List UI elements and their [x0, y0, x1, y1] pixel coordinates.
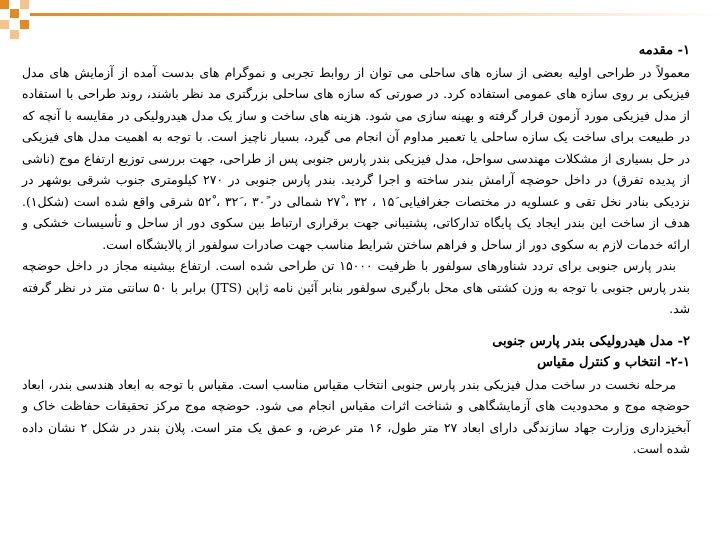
deco-rule — [30, 13, 720, 16]
intro-paragraph-1: معمولاً در طراحی اولیه بعضی از سازه های ساحلی می توان از روابط تجربی و نموگرام های بدست آمده از آزمایش های مدل فیزیکی بر روی سازه های عمومی استفاده کرد. در صورتی که سازه های ساحلی بزرگتری مد نظر باشند، روند طراحی با استفاده از مدل فیزیکی مورد آزمون قرار گرفته و بهینه سازی می شود. هزینه های ساخت و ساز یک مدل هیدرولیکی در مقایسه با آنچه که در طبیعت برای ساخت یک سازه ساحلی یا تعمیر مداوم آن انجام می گیرد، بسیار ناچیز است. با توجه به اهمیت مدل های فیزیکی در حل بسیاری از مشکلات مهندسی سواحل، مدل فیزیکی بندر پارس جنوبی پس از طراحی، جهت بررسی توزیع ارتفاع موج (ناشی از پدیده تفرق) در داخل حوضچه آرامش بندر ساخته و اجرا گردید. بندر پارس جنوبی در ۲۷۰ کیلومتری جنوب شرقی بوشهر در نزدیکی بنادر نخل تقی و عسلویه در مختصات جغرافیایی ۱۵َ ، ۳۲ ، ۲۷ْ شمالی در ۳۰ً ، ۳۲َ ، ۵۲ْ شرقی واقع شده است (شکل۱). هدف از ساخت این بندر ایجاد یک پایگاه تدارکاتی، پشتیبانی جهت برقراری ارتباط بین سکوی دور از ساحل و تأسیسات خشکی و ارائه خدمات لازم به سکوی دور از ساحل و فراهم ساختن شرایط مناسب جهت صادرات سولفور از پالایشگاه است. — [22, 64, 690, 252]
section-heading-intro: ۱- مقدمه — [638, 43, 690, 58]
corner-decoration — [0, 0, 720, 40]
deco-square — [0, 0, 9, 9]
section-heading-model: ۲- مدل هیدرولیکی بندر پارس جنوبی — [492, 333, 690, 349]
deco-square — [20, 0, 29, 9]
subsection-heading-scale: ۲-۱- انتخاب و کنترل مقیاس — [537, 355, 690, 370]
document-body — [22, 40, 690, 460]
deco-square — [10, 30, 19, 39]
scale-paragraph-1: مرحله نخست در ساخت مدل فیزیکی بندر پارس جنوبی انتخاب مقیاس مناسب است. مقیاس با توجه به ابعاد هندسی بندر، ابعاد حوضچه موج و محدودیت های آزمایشگاهی و شناخت اثرات مقیاس انجام می شود. حوضچه موج مرکز تحقیقات حفاظت خاک و آبخیزداری وزارت جهاد سازندگی دارای ابعاد ۲۷ متر طول، ۱۶ متر عرض، و عمق یک متر است. پلان بندر در شکل ۲ نشان داده شده است. — [22, 376, 691, 456]
spacer — [22, 320, 690, 331]
deco-square — [20, 20, 29, 29]
deco-square — [10, 9, 19, 18]
intro-paragraph-2: بندر پارس جنوبی برای تردد شناورهای سولفور با ظرفیت ۱۵۰۰۰ تن طراحی شده است. ارتفاع بیشینه مجاز در داخل حوضچه بندر پارس جنوبی با توجه به وزن کشتی های محل بارگیری سولفور بنابر آئین نامه ژاپن (JTS) برابر با ۵۰ سانتی متر در نظر گرفته شد. — [22, 258, 690, 316]
deco-square — [0, 20, 9, 29]
